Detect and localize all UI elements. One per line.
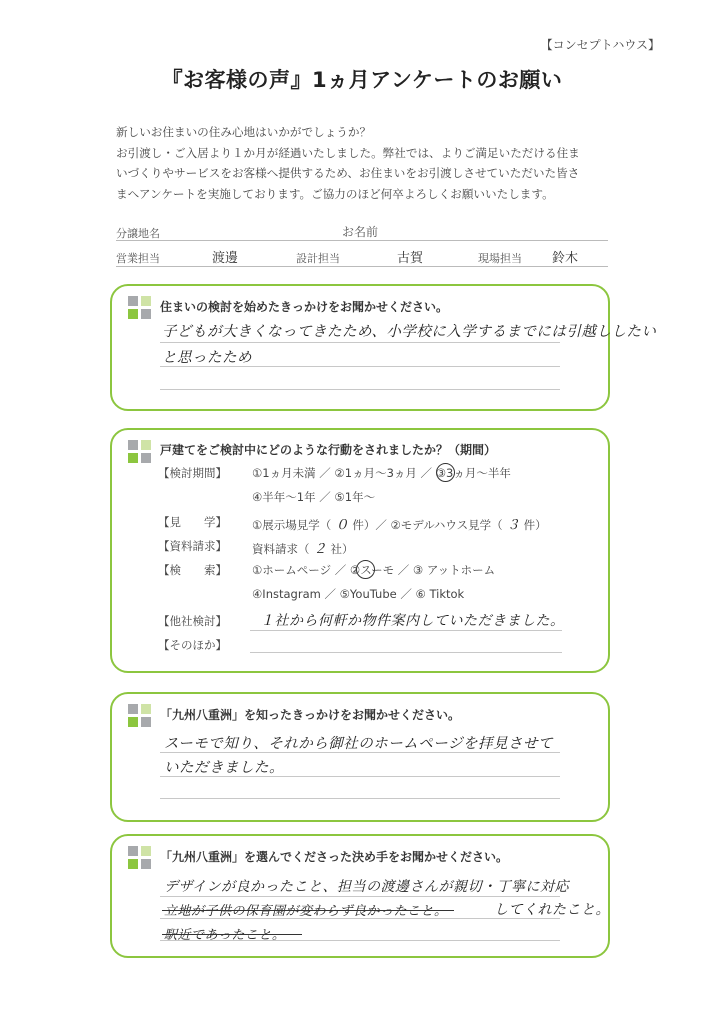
answer-rule <box>160 389 560 390</box>
question-card-1 <box>110 284 657 411</box>
question-4-text: 「九州八重洲」を選んでくださった決め手をお聞かせください。 <box>160 850 509 864</box>
period-label: 【検討期間】 <box>158 466 227 480</box>
visit-modelhouse-count: ３ <box>506 518 520 533</box>
question-card-3 <box>110 692 610 822</box>
other-label: 【他社検討】 <box>158 614 227 628</box>
name-label: お名前 <box>342 225 379 239</box>
period-options-row-2: ④半年～1年 ／ ⑤1年～ <box>252 490 376 504</box>
question-2-text: 戸建てをご検討中にどのような行動をされましたか？（期間） <box>160 443 497 457</box>
docs-label: 【資料請求】 <box>158 539 227 553</box>
visit-options <box>252 514 547 533</box>
answer-4-line-1: デザインが良かったこと、担当の渡邊さんが親切・丁寧に対応 <box>164 879 570 895</box>
docs-count: ２ <box>313 542 327 557</box>
question-card-4 <box>110 834 610 958</box>
site-label: 現場担当 <box>478 252 522 265</box>
intro-line: まへアンケートを実施しております。ご協力のほど何卒よろしくお願いいたします。 <box>116 186 554 201</box>
other-answer: １社から何軒か物件案内していただきました。 <box>260 613 565 629</box>
site-value: 鈴木 <box>552 251 579 266</box>
intro-line: いづくりやサービスをお客様へ提供するため、お住まいをお引渡しさせていただいた皆さ <box>116 166 580 180</box>
bullet-squares-icon <box>128 704 151 727</box>
question-3-text: 「九州八重洲」を知ったきっかけをお聞かせください。 <box>160 708 461 722</box>
answer-rule <box>160 776 560 777</box>
answer-rule <box>160 918 560 919</box>
answer-4-struck-1: 立地が子供の保育園が変わらず良かったこと。 <box>164 904 448 919</box>
answer-4-line-2: してくれたこと。 <box>494 902 610 918</box>
area-label: 分譲地名 <box>116 227 160 240</box>
answer-rule <box>160 940 560 941</box>
answer-rule <box>160 366 560 367</box>
concept-house-tag: 【コンセプトハウス】 <box>540 38 660 52</box>
answer-3-line-1: スーモで知り、それから御社のホームページを拝見させて <box>164 736 553 752</box>
bullet-squares-icon <box>128 296 151 319</box>
intro-text <box>116 122 636 204</box>
answer-rule <box>160 798 560 799</box>
visit-showroom-count: ０ <box>335 518 349 533</box>
intro-line: 新しいお住まいの住み心地はいかがでしょうか？ <box>116 125 372 139</box>
page-title: 『お客様の声』1ヵ月アンケートのお願い <box>161 68 563 92</box>
visit-end-text: 件） <box>523 518 547 532</box>
design-value: 古賀 <box>397 251 424 266</box>
sales-value: 渡邊 <box>212 251 239 266</box>
visit-showroom-text: ①展示場見学（ <box>252 518 332 532</box>
answer-rule <box>160 342 560 343</box>
period-options-row-1: ①1ヵ月未満 ／ ②1ヵ月～3ヵ月 ／ ③3ヵ月～半年 <box>252 466 511 480</box>
bullet-squares-icon <box>128 440 151 463</box>
intro-line: お引渡し・ご入居より１か月が経過いたしました。弊社では、よりご満足いただける住ま <box>116 145 580 160</box>
misc-label: 【そのほか】 <box>158 638 227 652</box>
question-1-text: 住まいの検討を始めたきっかけをお聞かせください。 <box>160 300 449 314</box>
strikethrough-mark <box>162 934 302 935</box>
answer-rule <box>250 630 562 631</box>
strikethrough-mark <box>162 910 454 911</box>
answer-rule <box>160 752 560 753</box>
search-options-row-2: ④Instagram ／ ⑤YouTube ／ ⑥ Tiktok <box>252 587 465 601</box>
answer-3-line-2: いただきました。 <box>164 760 284 776</box>
selected-circle-mark <box>436 463 455 482</box>
visit-label: 【見 学】 <box>158 515 227 529</box>
area-line <box>116 240 608 241</box>
question-card-2 <box>110 428 610 673</box>
answer-rule <box>160 896 560 897</box>
staff-line <box>116 266 608 267</box>
answer-1-line-2: と思ったため <box>162 350 252 366</box>
docs-text: 資料請求（ <box>252 542 310 556</box>
docs-options <box>252 538 354 557</box>
docs-end-text: 社） <box>330 542 354 556</box>
answer-1-line-1: 子どもが大きくなってきたため、小学校に入学するまでには引越ししたい <box>162 324 657 340</box>
search-options-row-1: ①ホームページ ／ ②スーモ ／ ③ アットホーム <box>252 563 496 577</box>
sales-label: 営業担当 <box>116 252 160 265</box>
answer-4-struck-2: 駅近であったこと。 <box>164 928 286 943</box>
design-label: 設計担当 <box>296 252 340 265</box>
answer-rule <box>250 652 562 653</box>
visit-modelhouse-text: 件）／ ②モデルハウス見学（ <box>352 518 503 532</box>
bullet-squares-icon <box>128 846 151 869</box>
selected-circle-mark <box>356 560 375 579</box>
search-label: 【検 索】 <box>158 563 227 577</box>
